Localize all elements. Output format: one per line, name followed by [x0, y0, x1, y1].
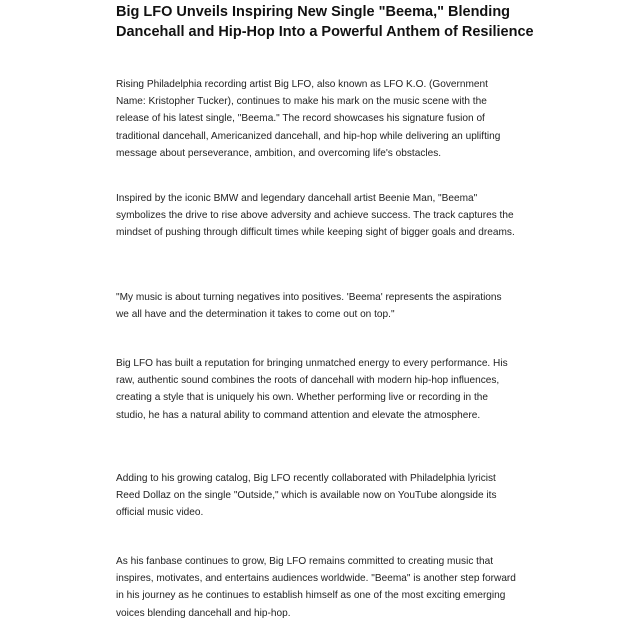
article-headline: Big LFO Unveils Inspiring New Single "Beema," Blending Dancehall and Hip-Hop Into a Powerful Anthem of Resilience	[116, 4, 534, 40]
article-paragraph-quote: "My music is about turning negatives into positives. 'Beema' represents the aspirations we all have and the determination it takes to come out on top."	[116, 292, 502, 321]
article-paragraph-collaboration: Adding to his growing catalog, Big LFO recently collaborated with Philadelphia lyricist Reed Dollaz on the single "Outside," which is available now on YouTube alongside its official music video.	[116, 473, 497, 519]
article-paragraph-inspiration: Inspired by the iconic BMW and legendary dancehall artist Beenie Man, "Beema" symbolizes the drive to rise above adversity and achieve success. The track captures the mindset of pushing through difficult times while keeping sight of bigger goals and dreams.	[116, 193, 515, 239]
article-paragraph-closing: As his fanbase continues to grow, Big LFO remains committed to creating music that inspires, motivates, and entertains audiences worldwide. "Beema" is another step forward in his journey as he continues to establish himself as one of the most exciting emerging voices blending dancehall and hip-hop.	[116, 556, 516, 619]
article-paragraph-intro: Rising Philadelphia recording artist Big LFO, also known as LFO K.O. (Government Name: Kristopher Tucker), continues to make his mark on the music scene with the release of his latest single, "Beema." The record showcases his signature fusion of traditional dancehall, Americanized dancehall, and hip-hop while delivering an uplifting message about perseverance, ambition, and overcoming life's obstacles.	[116, 79, 501, 159]
article-paragraph-reputation: Big LFO has built a reputation for bringing unmatched energy to every performance. His raw, authentic sound combines the roots of dancehall with modern hip-hop influences, creating a style that is uniquely his own. Whether performing live or recording in the studio, he has a natural ability to command attention and elevate the atmosphere.	[116, 358, 508, 421]
